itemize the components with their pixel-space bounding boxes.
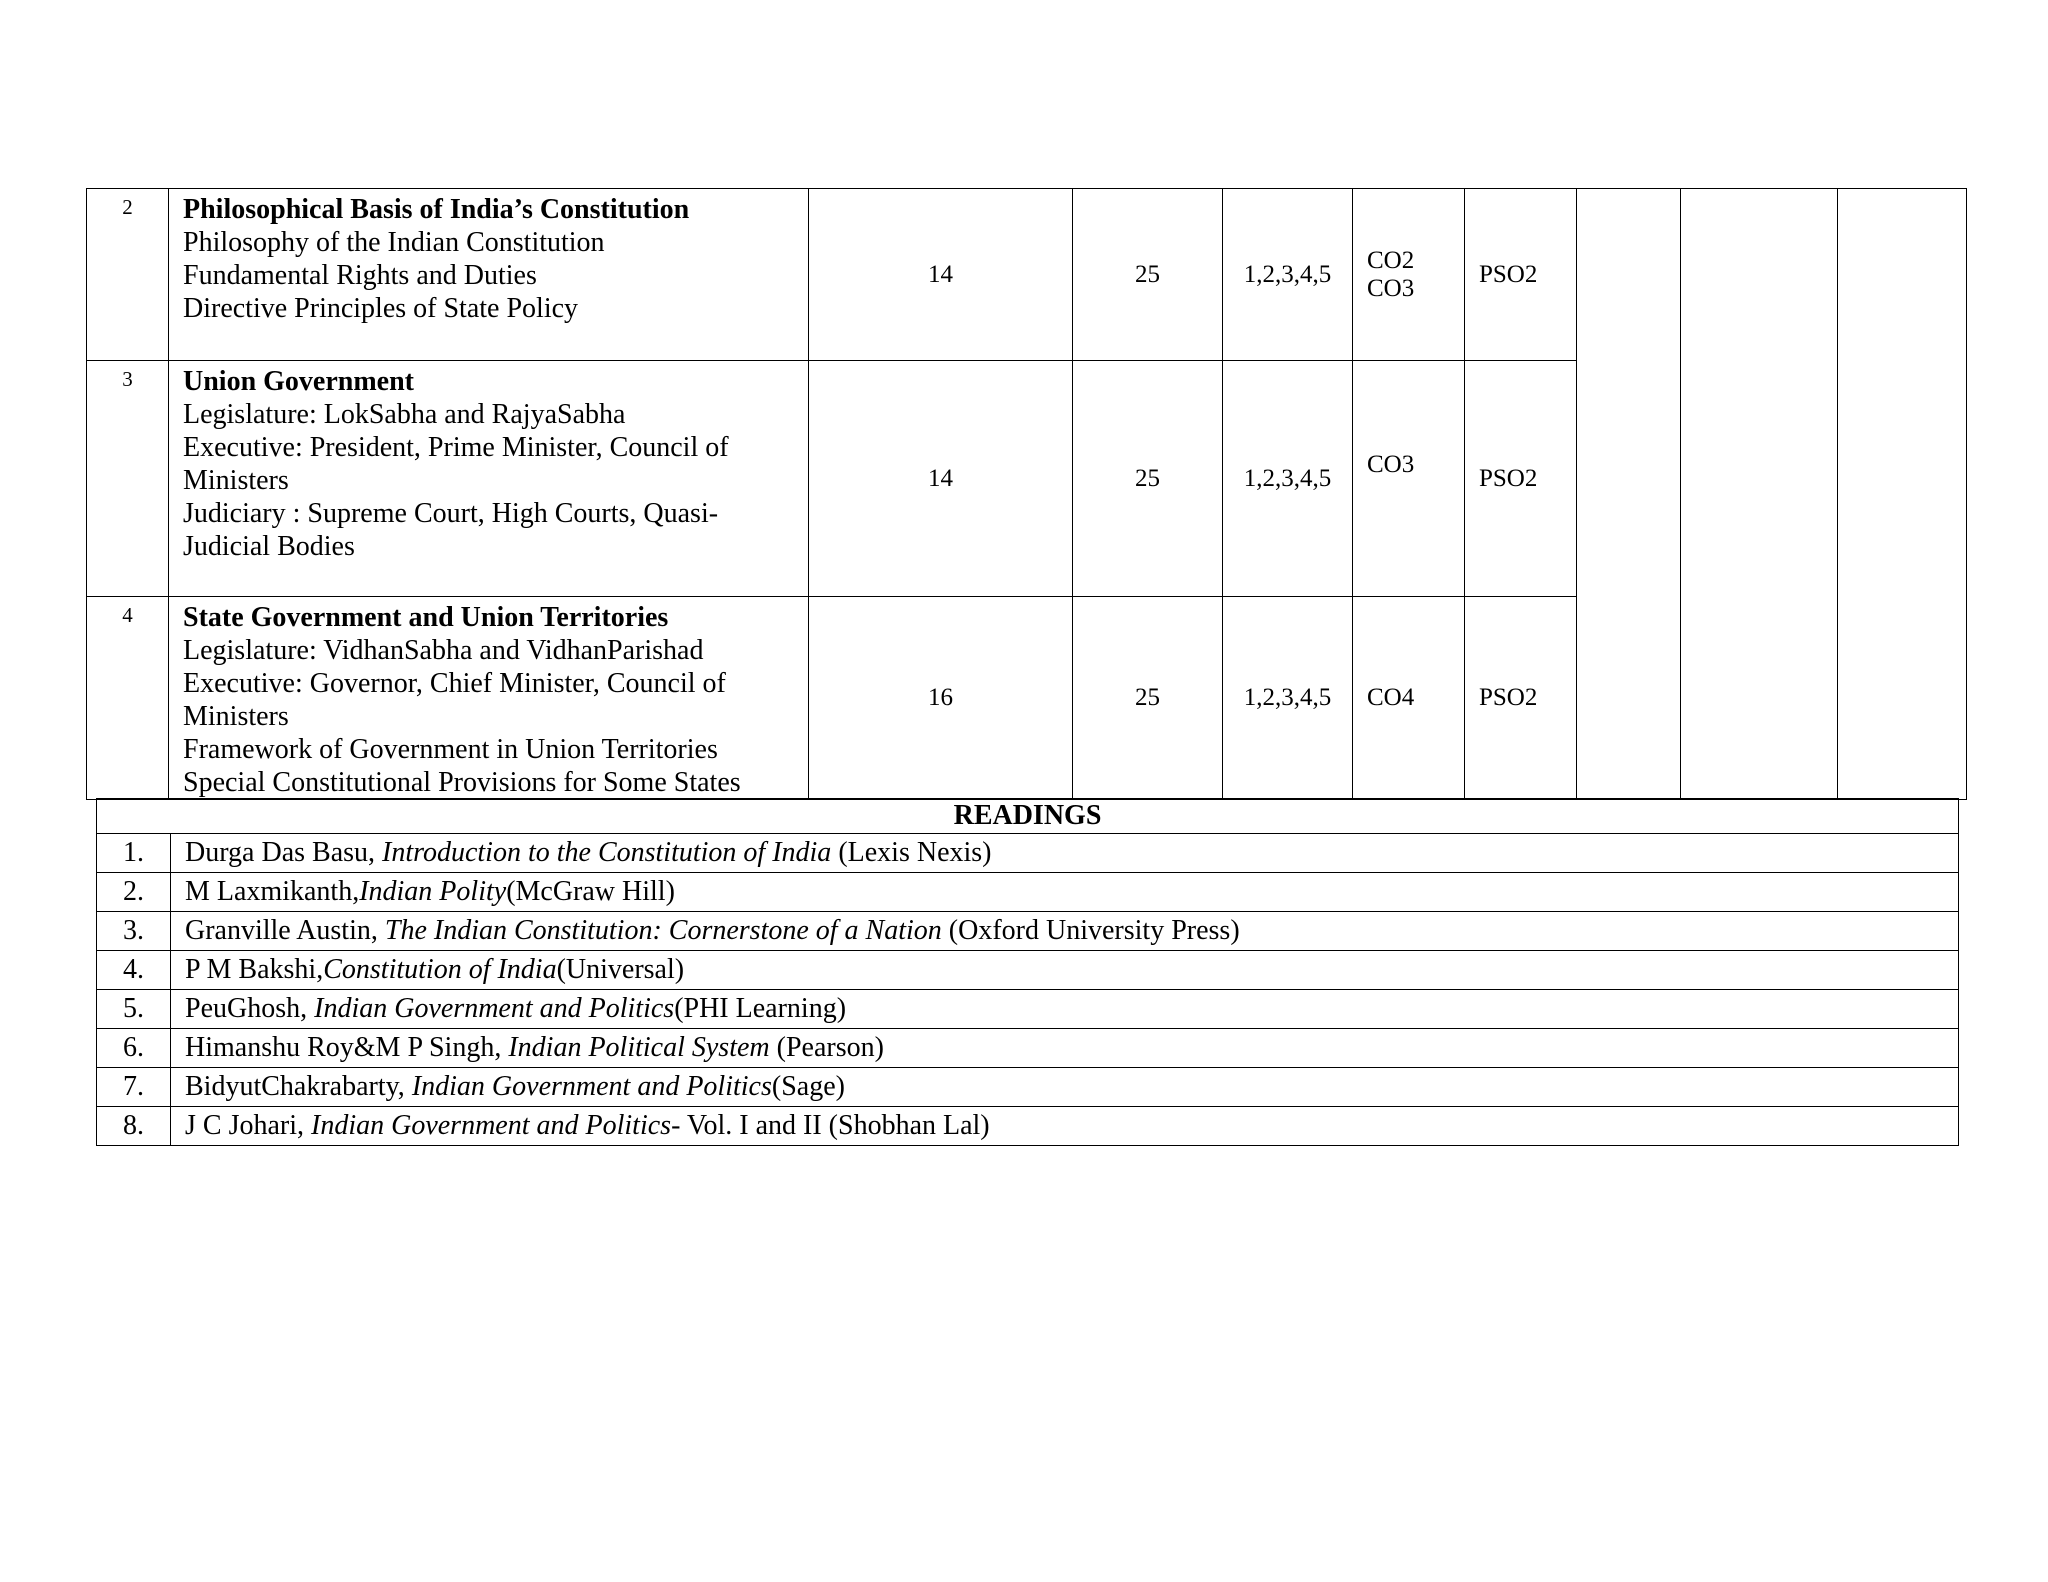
unit-marks: 25	[1073, 189, 1223, 361]
reading-number: 3.	[97, 912, 171, 951]
unit-topic: Judiciary : Supreme Court, High Courts, Quasi-	[183, 498, 719, 529]
unit-marks: 25	[1073, 361, 1223, 597]
unit-topic: Philosophy of the Indian Constitution	[183, 227, 605, 258]
unit-pso: PSO2	[1465, 361, 1577, 597]
reading-title: Indian Polity	[359, 876, 507, 907]
reading-row	[97, 1029, 1959, 1068]
empty-cell	[1838, 189, 1967, 800]
reading-author: J C Johari,	[185, 1110, 311, 1141]
reading-number: 2.	[97, 873, 171, 912]
unit-levels: 1,2,3,4,5	[1223, 361, 1353, 597]
unit-hours: 14	[809, 361, 1073, 597]
reading-publisher: - Vol. I and II (Shobhan Lal)	[671, 1110, 990, 1141]
unit-topic: Directive Principles of State Policy	[183, 293, 579, 324]
reading-row	[97, 1107, 1959, 1146]
unit-topic: Executive: President, Prime Minister, Council of	[183, 432, 729, 463]
unit-topic: Special Constitutional Provisions for Some States	[183, 767, 741, 798]
reading-publisher: (PHI Learning)	[674, 993, 847, 1024]
reading-number: 1.	[97, 834, 171, 873]
reading-author: PeuGhosh,	[185, 993, 315, 1024]
reading-citation	[171, 834, 1959, 873]
unit-topic: Legislature: LokSabha and RajyaSabha	[183, 399, 626, 430]
reading-publisher: (Universal)	[556, 954, 685, 985]
reading-author: BidyutChakrabarty,	[185, 1071, 412, 1102]
unit-topic: Ministers	[183, 465, 289, 496]
empty-cell	[1681, 189, 1838, 800]
reading-number: 5.	[97, 990, 171, 1029]
reading-publisher: (Pearson)	[769, 1032, 884, 1063]
reading-title: Indian Political System	[508, 1032, 770, 1063]
reading-citation	[171, 951, 1959, 990]
unit-topic: Ministers	[183, 701, 289, 732]
unit-description	[169, 361, 809, 597]
unit-levels: 1,2,3,4,5	[1223, 597, 1353, 800]
unit-description	[169, 597, 809, 800]
reading-publisher: (McGraw Hill)	[506, 876, 675, 907]
unit-topic: Legislature: VidhanSabha and VidhanParishad	[183, 635, 704, 666]
reading-number: 7.	[97, 1068, 171, 1107]
unit-topic: Fundamental Rights and Duties	[183, 260, 537, 291]
reading-row	[97, 1068, 1959, 1107]
reading-citation	[171, 912, 1959, 951]
reading-title: Indian Government and Politics	[314, 993, 675, 1024]
reading-title: Indian Government and Politics	[311, 1110, 672, 1141]
reading-citation	[171, 1107, 1959, 1146]
unit-course-outcomes	[1353, 189, 1465, 361]
reading-row	[97, 873, 1959, 912]
reading-title: Indian Government and Politics	[411, 1071, 772, 1102]
reading-publisher: (Sage)	[771, 1071, 845, 1102]
unit-number: 2	[87, 189, 169, 361]
unit-title: State Government and Union Territories	[183, 602, 669, 633]
reading-citation	[171, 873, 1959, 912]
unit-course-outcomes	[1353, 361, 1465, 597]
reading-row	[97, 990, 1959, 1029]
unit-pso: PSO2	[1465, 189, 1577, 361]
unit-marks: 25	[1073, 597, 1223, 800]
reading-author: Durga Das Basu,	[185, 837, 383, 868]
reading-citation	[171, 990, 1959, 1029]
readings-heading: READINGS	[97, 799, 1959, 834]
reading-row	[97, 912, 1959, 951]
reading-author: M Laxmikanth,	[185, 876, 360, 907]
course-outcome: CO2	[1367, 246, 1415, 274]
reading-number: 8.	[97, 1107, 171, 1146]
reading-row	[97, 834, 1959, 873]
unit-topic: Judicial Bodies	[183, 531, 355, 562]
reading-title: Introduction to the Constitution of India	[382, 837, 832, 868]
unit-row	[87, 189, 1967, 361]
unit-title: Philosophical Basis of India’s Constitution	[183, 194, 690, 225]
course-outcome: CO3	[1367, 274, 1415, 302]
course-outcome: CO4	[1367, 684, 1415, 711]
units-table	[86, 188, 1967, 800]
reading-title: Constitution of India	[323, 954, 557, 985]
reading-row	[97, 951, 1959, 990]
course-outcome: CO3	[1367, 451, 1415, 478]
readings-table	[96, 798, 1959, 1146]
reading-number: 4.	[97, 951, 171, 990]
reading-number: 6.	[97, 1029, 171, 1068]
reading-citation	[171, 1029, 1959, 1068]
unit-hours: 14	[809, 189, 1073, 361]
reading-publisher: (Lexis Nexis)	[831, 837, 992, 868]
unit-title: Union Government	[183, 366, 414, 397]
reading-author: Himanshu Roy&M P Singh,	[185, 1032, 509, 1063]
unit-topic: Executive: Governor, Chief Minister, Council of	[183, 668, 726, 699]
reading-author: P M Bakshi,	[185, 954, 324, 985]
unit-description	[169, 189, 809, 361]
unit-hours: 16	[809, 597, 1073, 800]
unit-pso: PSO2	[1465, 597, 1577, 800]
unit-topic: Framework of Government in Union Territories	[183, 734, 718, 765]
reading-publisher: (Oxford University Press)	[941, 915, 1240, 946]
unit-number: 3	[87, 361, 169, 597]
reading-title: The Indian Constitution: Cornerstone of a Nation	[384, 915, 942, 946]
reading-author: Granville Austin,	[185, 915, 385, 946]
unit-course-outcomes	[1353, 597, 1465, 800]
empty-cell	[1577, 189, 1681, 800]
reading-citation	[171, 1068, 1959, 1107]
unit-number: 4	[87, 597, 169, 800]
unit-levels: 1,2,3,4,5	[1223, 189, 1353, 361]
